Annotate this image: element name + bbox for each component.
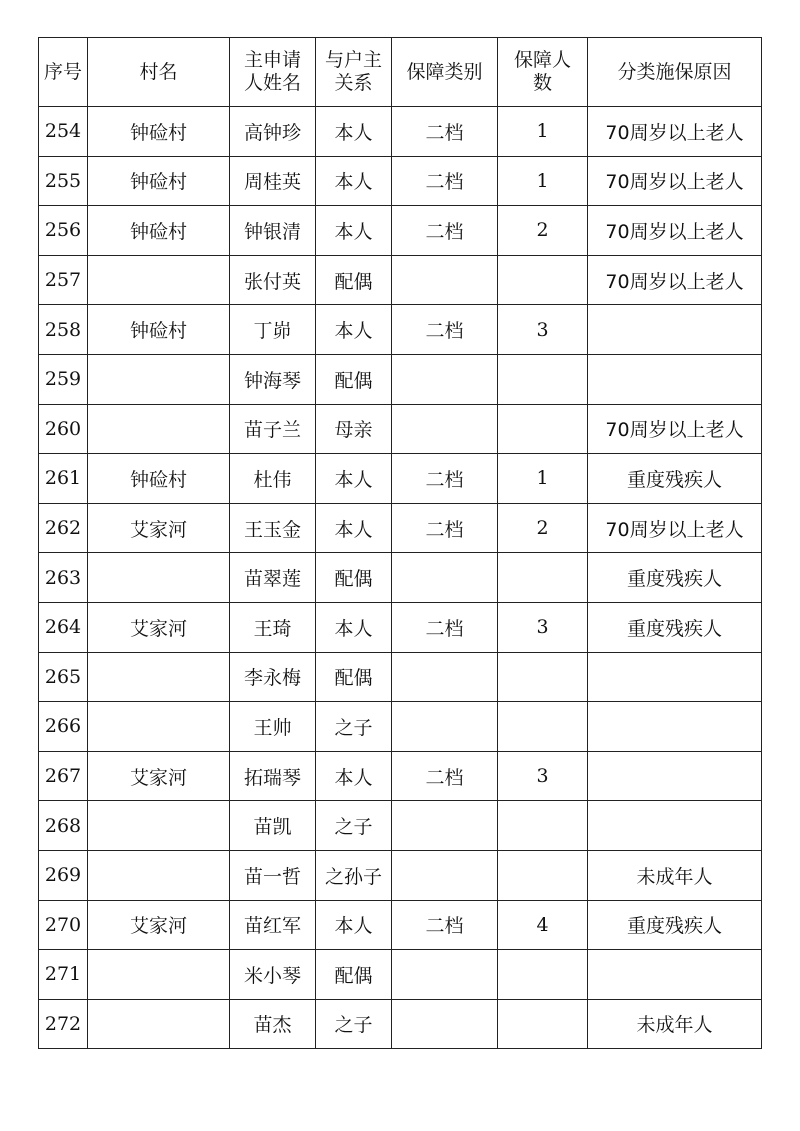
cell-reason: 未成年人 (588, 999, 762, 1049)
cell-village (88, 702, 230, 752)
cell-relation: 之子 (316, 702, 392, 752)
table-row (39, 602, 762, 652)
cell-seq: 264 (39, 602, 88, 652)
cell-reason: 70周岁以上老人 (588, 206, 762, 256)
cell-applicant-name: 拓瑞琴 (230, 751, 316, 801)
table-row (39, 305, 762, 355)
cell-reason: 70周岁以上老人 (588, 107, 762, 157)
header-applicant-line2: 人姓名 (243, 72, 301, 94)
cell-village (88, 652, 230, 702)
cell-applicant-name: 钟海琴 (230, 354, 316, 404)
cell-reason: 70周岁以上老人 (588, 255, 762, 305)
cell-applicant-name: 苗子兰 (230, 404, 316, 454)
cell-applicant-name: 杜伟 (230, 454, 316, 504)
cell-count: 3 (498, 305, 588, 355)
cell-category (392, 652, 498, 702)
cell-reason: 重度残疾人 (588, 553, 762, 603)
cell-category (392, 255, 498, 305)
cell-relation: 配偶 (316, 652, 392, 702)
table-row (39, 354, 762, 404)
cell-reason (588, 305, 762, 355)
cell-applicant-name: 苗翠莲 (230, 553, 316, 603)
cell-applicant-name: 王琦 (230, 602, 316, 652)
table-row (39, 900, 762, 950)
cell-category (392, 999, 498, 1049)
cell-village: 钟硷村 (88, 454, 230, 504)
table-row (39, 950, 762, 1000)
table-row (39, 404, 762, 454)
cell-category (392, 404, 498, 454)
cell-reason: 70周岁以上老人 (588, 503, 762, 553)
cell-relation: 配偶 (316, 354, 392, 404)
cell-applicant-name: 张付英 (230, 255, 316, 305)
cell-relation: 本人 (316, 751, 392, 801)
cell-relation: 之子 (316, 999, 392, 1049)
cell-seq: 258 (39, 305, 88, 355)
cell-reason (588, 751, 762, 801)
cell-village: 钟硷村 (88, 107, 230, 157)
cell-reason: 重度残疾人 (588, 900, 762, 950)
cell-relation: 配偶 (316, 950, 392, 1000)
cell-village: 钟硷村 (88, 156, 230, 206)
cell-category: 二档 (392, 900, 498, 950)
cell-relation: 配偶 (316, 255, 392, 305)
table-row (39, 751, 762, 801)
cell-seq: 255 (39, 156, 88, 206)
cell-applicant-name: 李永梅 (230, 652, 316, 702)
header-relation-line1: 与户主 (324, 49, 382, 71)
header-village: 村名 (88, 38, 230, 107)
cell-category (392, 354, 498, 404)
cell-seq: 260 (39, 404, 88, 454)
cell-category: 二档 (392, 503, 498, 553)
cell-count: 2 (498, 206, 588, 256)
cell-seq: 262 (39, 503, 88, 553)
cell-village: 艾家河 (88, 503, 230, 553)
cell-count (498, 850, 588, 900)
header-reason: 分类施保原因 (588, 38, 762, 107)
cell-relation: 之孙子 (316, 850, 392, 900)
cell-village: 钟硷村 (88, 305, 230, 355)
cell-reason: 70周岁以上老人 (588, 404, 762, 454)
table-row (39, 156, 762, 206)
cell-seq: 271 (39, 950, 88, 1000)
cell-relation: 本人 (316, 454, 392, 504)
header-count-line2: 数 (532, 72, 552, 94)
table-row (39, 652, 762, 702)
cell-count (498, 255, 588, 305)
table-row (39, 999, 762, 1049)
cell-village (88, 255, 230, 305)
table-header (39, 38, 762, 107)
cell-count (498, 404, 588, 454)
cell-village (88, 404, 230, 454)
cell-village: 艾家河 (88, 751, 230, 801)
table-row (39, 503, 762, 553)
cell-applicant-name: 王玉金 (230, 503, 316, 553)
cell-category (392, 850, 498, 900)
cell-seq: 267 (39, 751, 88, 801)
cell-seq: 266 (39, 702, 88, 752)
cell-applicant-name: 苗杰 (230, 999, 316, 1049)
cell-seq: 259 (39, 354, 88, 404)
header-category: 保障类别 (392, 38, 498, 107)
cell-village (88, 950, 230, 1000)
cell-applicant-name: 高钟珍 (230, 107, 316, 157)
cell-seq: 261 (39, 454, 88, 504)
cell-village (88, 553, 230, 603)
cell-seq: 272 (39, 999, 88, 1049)
cell-count: 4 (498, 900, 588, 950)
table-row (39, 850, 762, 900)
cell-village (88, 999, 230, 1049)
assistance-roster-table (38, 37, 762, 1049)
cell-reason: 重度残疾人 (588, 602, 762, 652)
cell-reason (588, 702, 762, 752)
cell-seq: 265 (39, 652, 88, 702)
cell-category: 二档 (392, 454, 498, 504)
table-row (39, 454, 762, 504)
cell-category: 二档 (392, 751, 498, 801)
cell-village: 艾家河 (88, 602, 230, 652)
cell-category: 二档 (392, 107, 498, 157)
cell-category: 二档 (392, 602, 498, 652)
cell-count (498, 702, 588, 752)
table-body (39, 107, 762, 1049)
cell-applicant-name: 丁峁 (230, 305, 316, 355)
cell-seq: 269 (39, 850, 88, 900)
cell-reason: 70周岁以上老人 (588, 156, 762, 206)
cell-count: 2 (498, 503, 588, 553)
cell-count (498, 801, 588, 851)
header-relation (316, 38, 392, 107)
cell-reason: 未成年人 (588, 850, 762, 900)
cell-relation: 本人 (316, 503, 392, 553)
cell-reason: 重度残疾人 (588, 454, 762, 504)
header-applicant-line1: 主申请 (243, 49, 301, 71)
cell-seq: 257 (39, 255, 88, 305)
header-seq: 序号 (39, 38, 88, 107)
cell-count (498, 354, 588, 404)
table-row (39, 553, 762, 603)
cell-seq: 270 (39, 900, 88, 950)
cell-count (498, 950, 588, 1000)
cell-relation: 母亲 (316, 404, 392, 454)
cell-applicant-name: 苗凯 (230, 801, 316, 851)
cell-count (498, 999, 588, 1049)
cell-seq: 263 (39, 553, 88, 603)
cell-relation: 本人 (316, 602, 392, 652)
cell-relation: 本人 (316, 305, 392, 355)
cell-reason (588, 801, 762, 851)
header-row (39, 38, 762, 107)
cell-category (392, 702, 498, 752)
cell-relation: 本人 (316, 156, 392, 206)
cell-count: 1 (498, 107, 588, 157)
header-count (498, 38, 588, 107)
cell-village (88, 354, 230, 404)
cell-count: 1 (498, 156, 588, 206)
table-row (39, 107, 762, 157)
cell-reason (588, 354, 762, 404)
cell-relation: 本人 (316, 107, 392, 157)
table-row (39, 702, 762, 752)
cell-category (392, 553, 498, 603)
table-row (39, 255, 762, 305)
cell-relation: 配偶 (316, 553, 392, 603)
header-relation-line2: 关系 (334, 72, 373, 94)
cell-reason (588, 950, 762, 1000)
cell-relation: 本人 (316, 900, 392, 950)
cell-seq: 268 (39, 801, 88, 851)
header-count-line1: 保障人 (513, 49, 571, 71)
cell-relation: 本人 (316, 206, 392, 256)
cell-category: 二档 (392, 206, 498, 256)
cell-count (498, 652, 588, 702)
cell-relation: 之子 (316, 801, 392, 851)
table-row (39, 206, 762, 256)
cell-applicant-name: 米小琴 (230, 950, 316, 1000)
header-applicant (230, 38, 316, 107)
cell-category (392, 950, 498, 1000)
cell-applicant-name: 苗一哲 (230, 850, 316, 900)
cell-applicant-name: 王帅 (230, 702, 316, 752)
cell-category: 二档 (392, 305, 498, 355)
cell-reason (588, 652, 762, 702)
cell-village: 钟硷村 (88, 206, 230, 256)
table-row (39, 801, 762, 851)
cell-applicant-name: 钟银清 (230, 206, 316, 256)
cell-applicant-name: 周桂英 (230, 156, 316, 206)
cell-count (498, 553, 588, 603)
cell-village (88, 850, 230, 900)
cell-category (392, 801, 498, 851)
cell-count: 3 (498, 751, 588, 801)
cell-applicant-name: 苗红军 (230, 900, 316, 950)
cell-category: 二档 (392, 156, 498, 206)
cell-count: 1 (498, 454, 588, 504)
cell-seq: 254 (39, 107, 88, 157)
cell-count: 3 (498, 602, 588, 652)
cell-village (88, 801, 230, 851)
cell-seq: 256 (39, 206, 88, 256)
cell-village: 艾家河 (88, 900, 230, 950)
